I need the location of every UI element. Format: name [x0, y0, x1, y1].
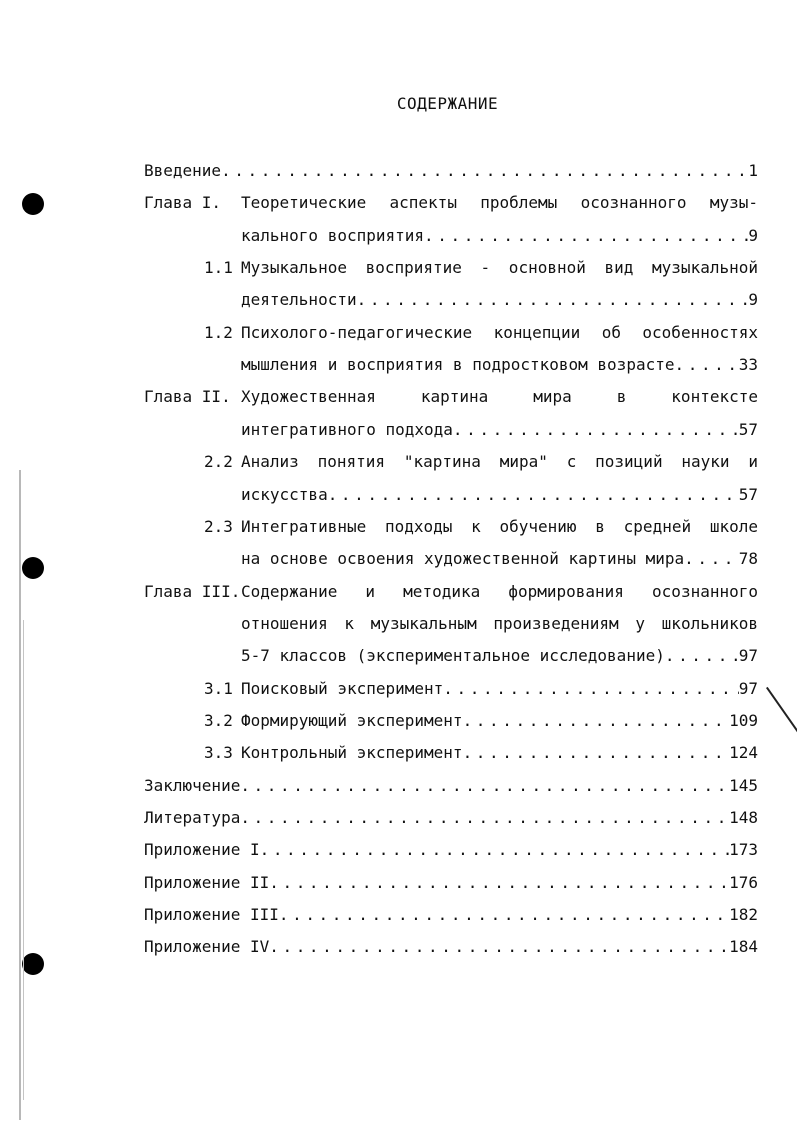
dot-leader [443, 678, 738, 700]
dot-leader [240, 775, 729, 797]
toc-entry [144, 839, 758, 861]
toc-entry-number: Глава I. [144, 193, 222, 213]
toc-entry-title: Поисковый эксперимент [241, 678, 444, 698]
toc-entry [144, 807, 758, 829]
toc-entry-title: Теоретические аспекты проблемы осознанного музы- [241, 193, 758, 213]
toc-page-number: 97 [738, 646, 758, 666]
toc-entry-title: 5-7 классов (экспериментальное исследование) [241, 646, 665, 666]
toc-entry-title: Приложение III [144, 905, 279, 925]
toc-entry [144, 872, 758, 894]
toc-entry [144, 904, 758, 926]
dot-leader [665, 645, 739, 667]
dot-leader [463, 710, 730, 732]
page-title: СОДЕРЖАНИЕ [396, 94, 499, 113]
toc-entry-number: 2.2 [204, 452, 233, 472]
toc-page-number: 33 [738, 355, 758, 375]
toc-entry-title: Приложение I [144, 840, 260, 860]
toc-entry-title: Приложение II [144, 872, 270, 892]
toc-entry-title: Контрольный эксперимент [241, 743, 463, 763]
toc-page-number: 109 [729, 710, 758, 730]
toc-entry-number: 2.3 [204, 516, 233, 536]
toc-page-number: 173 [729, 840, 758, 860]
toc-entry [241, 710, 758, 732]
toc-entry [241, 419, 758, 441]
toc-entry-title: Художественная картина мира в контексте [241, 387, 758, 407]
toc-entry-title: Музыкальное восприятие - основной вид музыкальной [241, 258, 758, 278]
toc-entry-title: Формирующий эксперимент [241, 710, 463, 730]
toc-entry-title: кального восприятия [241, 225, 425, 245]
toc-entry [241, 225, 758, 247]
toc-entry-title: Психолого-педагогические концепции об особенностях [241, 322, 758, 342]
toc-entry-title: Анализ понятия "картина мира" с позиций науки и [241, 452, 758, 472]
toc-entry [144, 160, 758, 182]
toc-entry-title: Содержание и методика формирования осознанного [241, 581, 758, 601]
toc-entry [241, 354, 758, 376]
toc-page-number: 57 [738, 419, 758, 439]
toc-entry [144, 936, 758, 958]
toc-entry-title: Литература [144, 808, 241, 827]
toc-entry-title: Заключение [144, 775, 241, 795]
dot-leader [357, 289, 749, 311]
toc-entry-number: 1.1 [204, 258, 233, 278]
toc-page-number: 9 [748, 225, 758, 245]
toc-entry [241, 548, 758, 570]
toc-page-number: 176 [729, 872, 758, 892]
toc-entry-title: мышления и восприятия в подростковом возрасте [241, 355, 675, 375]
toc-entry-number: 1.2 [204, 322, 233, 342]
dot-leader [279, 904, 729, 926]
toc-entry-title: деятельности [241, 290, 357, 310]
toc-entry-number: Глава II. [144, 387, 231, 407]
dot-leader [674, 354, 738, 376]
toc-entry [241, 678, 758, 700]
toc-page-number: 9 [748, 290, 758, 310]
toc-entry-title: искусства [241, 484, 328, 504]
toc-entry-title: Приложение IV [144, 937, 270, 957]
dot-leader [453, 419, 739, 441]
dot-leader [328, 484, 739, 506]
dot-leader [684, 548, 739, 570]
dot-leader [260, 839, 730, 861]
toc-page-number: 78 [738, 549, 758, 569]
toc-entry-number: 3.1 [204, 678, 233, 698]
toc-entry-number: 3.2 [204, 710, 233, 730]
toc-entry [241, 289, 758, 311]
toc-entry [241, 484, 758, 506]
toc-page-number: 184 [729, 937, 758, 957]
dot-leader [424, 225, 748, 247]
dot-leader [269, 872, 729, 894]
toc-entry-title: Введение [144, 161, 222, 180]
toc-page-number: 182 [729, 905, 758, 925]
toc-entry-title: Интегративные подходы к обучению в средней школе [241, 516, 758, 536]
toc-entry-title: отношения к музыкальным произведениям у школьников [241, 613, 758, 633]
toc-entry-number: 3.3 [204, 743, 233, 763]
toc-page-number: 145 [729, 775, 758, 795]
toc-page-number: 1 [748, 161, 758, 180]
toc-entry [144, 775, 758, 797]
toc-entry [241, 742, 758, 764]
dot-leader [221, 160, 748, 182]
toc-entry-number: Глава III. [144, 581, 241, 601]
toc-page-number: 97 [738, 678, 758, 698]
toc-entry [241, 645, 758, 667]
toc-page-number: 124 [729, 743, 758, 763]
toc-page-number: 148 [729, 808, 758, 827]
toc-entry-title: интегративного подхода [241, 419, 453, 439]
dot-leader [463, 742, 730, 764]
toc-page-number: 57 [738, 484, 758, 504]
toc-entry-title: на основе освоения художественной картины мира [241, 549, 685, 569]
dot-leader [269, 936, 729, 958]
dot-leader [240, 807, 729, 829]
